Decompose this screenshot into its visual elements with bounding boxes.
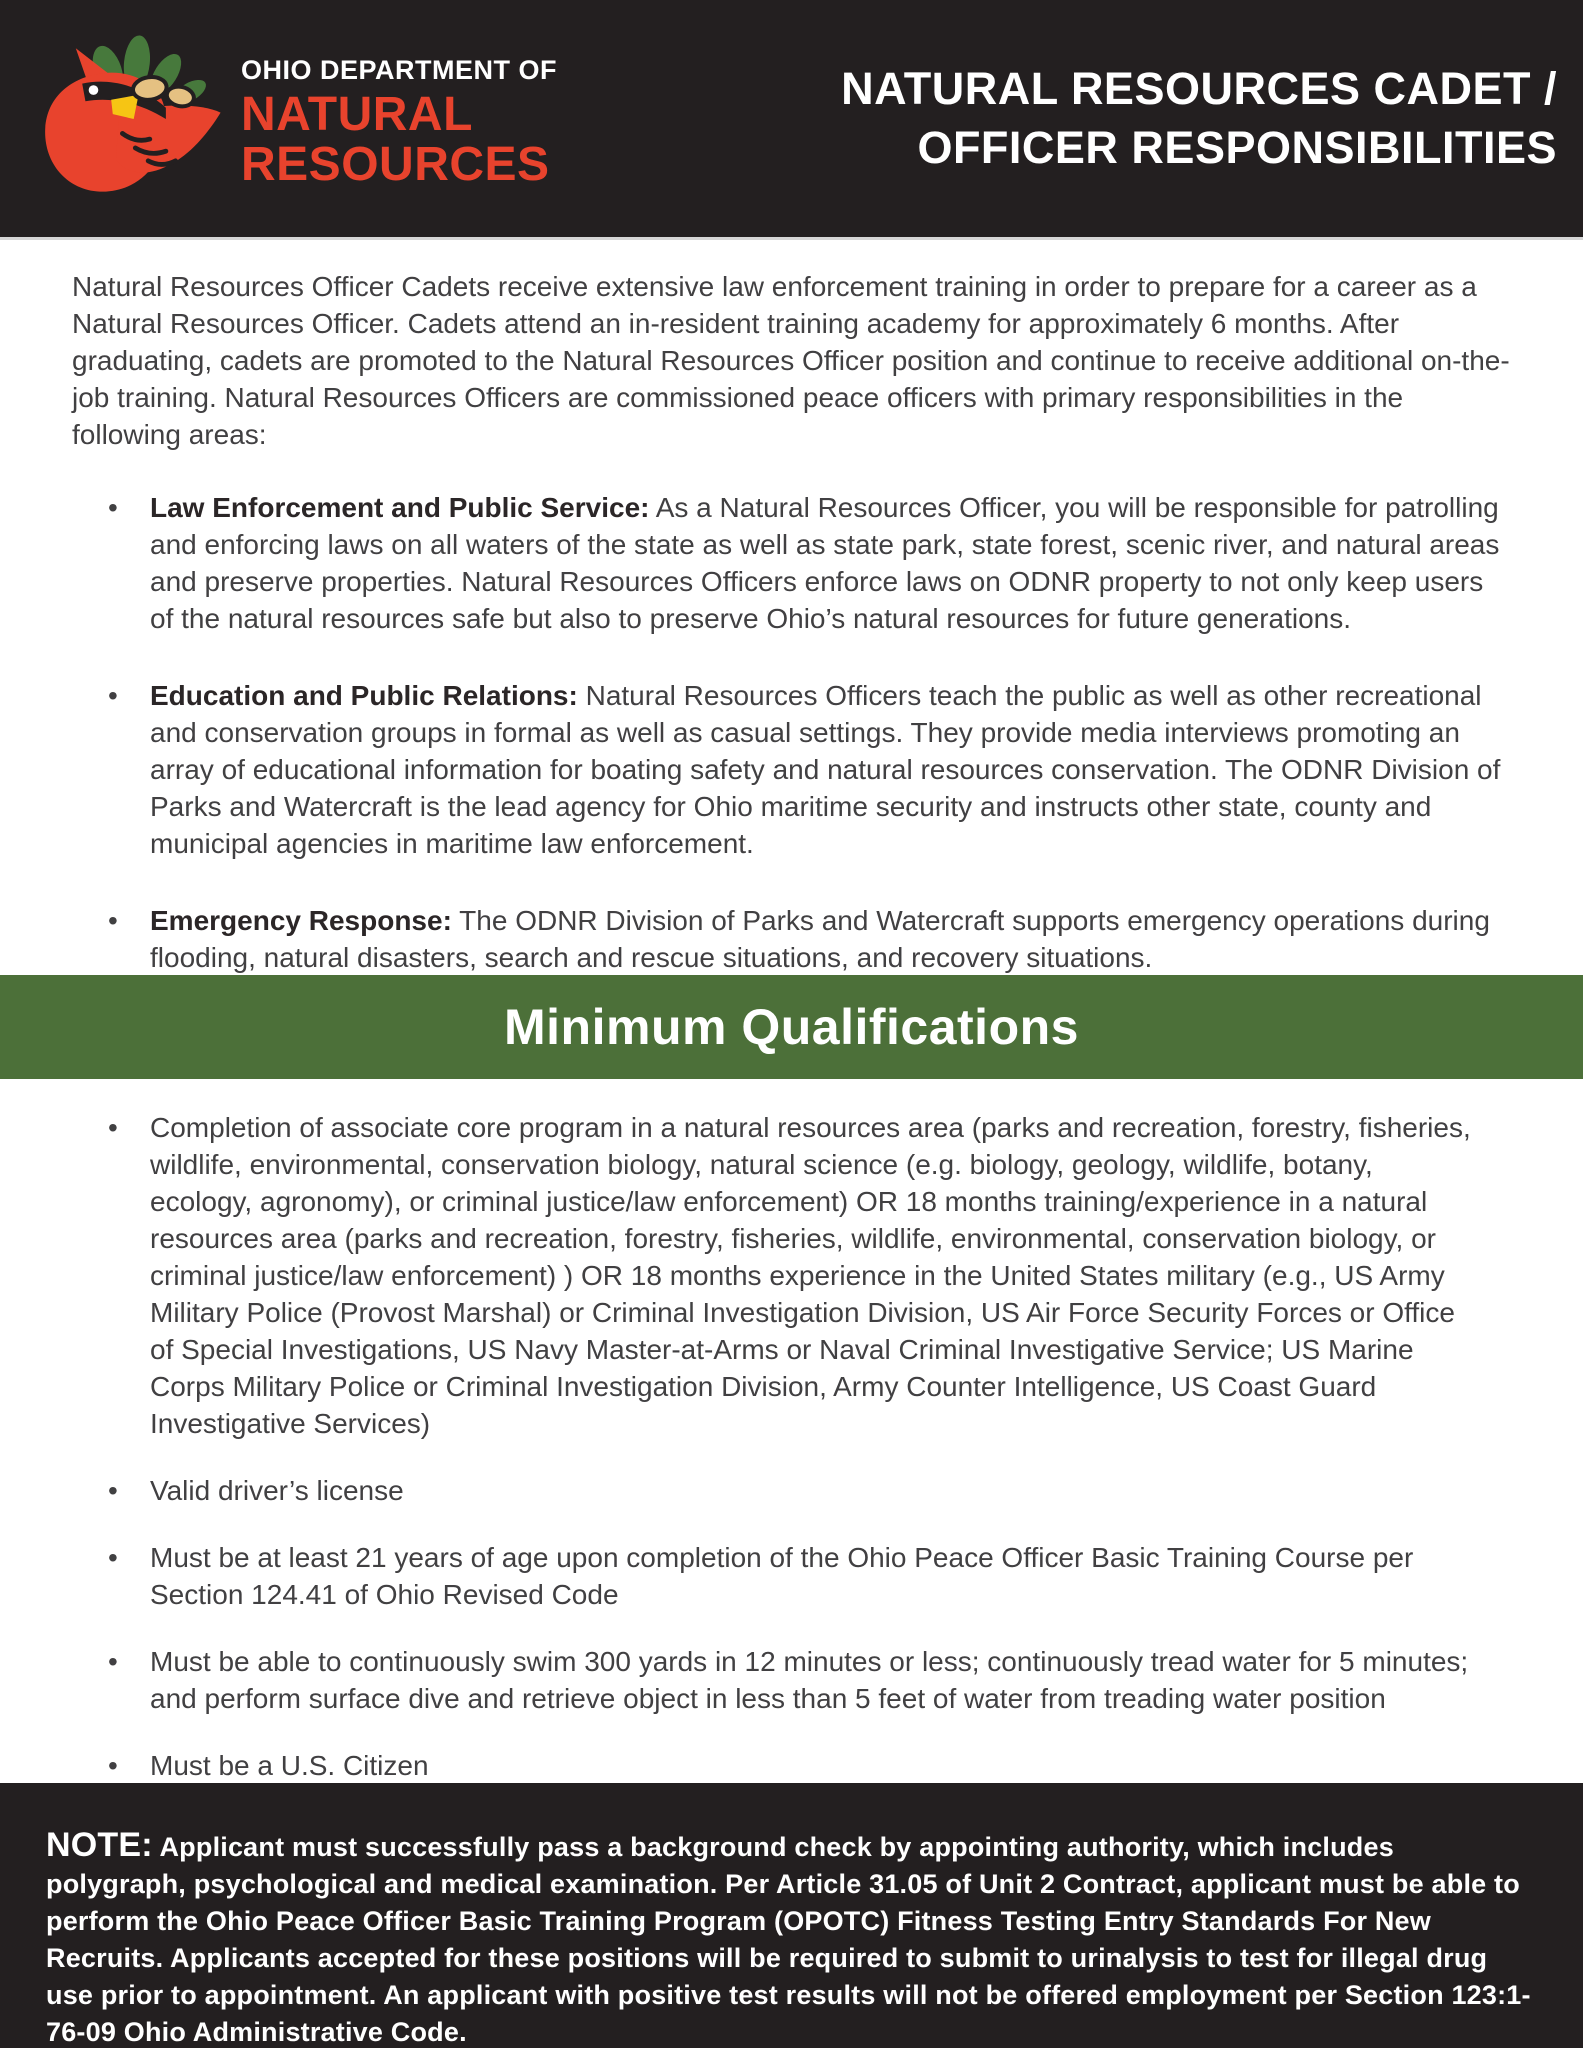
qualifications-list xyxy=(72,1109,1513,1783)
page-title xyxy=(841,60,1557,177)
item-lead-label: Emergency Response: xyxy=(150,905,452,936)
minimum-qualifications-banner xyxy=(0,975,1583,1079)
item-lead-label: Education and Public Relations: xyxy=(150,680,578,711)
logo-text xyxy=(241,55,557,190)
item-lead-label: Law Enforcement and Public Service: xyxy=(150,492,650,523)
list-item: • Must be a U.S. Citizen xyxy=(72,1747,1482,1783)
responsibilities-list xyxy=(72,489,1513,975)
note-label: NOTE: xyxy=(46,1826,153,1864)
header xyxy=(0,0,1583,240)
intro-paragraph: Natural Resources Officer Cadets receive extensive law enforcement training in order to prepare for a career as a Natural Resources Officer. Cadets attend an in-resident training academy for approximately 6 months. After graduating, cadets are promoted to the Natural Resources Officer position and continue to receive additional on-the-job training. Natural Resources Officers are commissioned peace officers with primary responsibilities in the following areas: xyxy=(72,271,1510,450)
odnr-logo xyxy=(42,34,557,204)
note-footer xyxy=(0,1783,1583,2048)
list-item: • Must be at least 21 years of age upon completion of the Ohio Peace Officer Basic Training Course per Section 124.41 of Ohio Revised Code xyxy=(72,1539,1482,1613)
list-item: • Valid driver’s license xyxy=(72,1472,1482,1509)
item-text: Natural Resources Officers teach the public as well as other recreational and conservation groups in formal as well as casual settings. They provide media interviews promoting an array of educational information for boating safety and natural resources conservation. The ODNR Division of Parks and Watercraft is the lead agency for Ohio maritime security and instructs other state, county and municipal agencies in maritime law enforcement. xyxy=(150,680,1501,859)
logo-name-line-2: RESOURCES xyxy=(241,138,550,191)
page-title-line-2: OFFICER RESPONSIBILITIES xyxy=(917,121,1557,173)
logo-name-line-1: NATURAL xyxy=(241,88,473,142)
list-item: • Must be able to continuously swim 300 yards in 12 minutes or less; continuously tread water for 5 minutes; and perform surface dive and retrieve object in less than 5 feet of water from treading water position xyxy=(72,1643,1482,1717)
note-text: Applicant must successfully pass a background check by appointing authority, which includes polygraph, psychological and medical examination. Per Article 31.05 of Unit 2 Contract, applicant must be able to perform the Ohio Peace Officer Basic Training Program (OPOTC) Fitness Testing Entry Standards For New Recruits. Applicants accepted for these positions will be required to submit to urinalysis to test for illegal drug use prior to appointment. An applicant with positive test results will not be offered employment per Section 123:1-76-09 Ohio Administrative Code. xyxy=(46,1832,1531,2047)
item-text: As a Natural Resources Officer, you will be responsible for patrolling and enforcing laws on all waters of the state as well as state park, state forest, scenic river, and natural areas and preserve properties. Natural Resources Officers enforce laws on ODNR property to not only keep users of the natural resources safe but also to preserve Ohio’s natural resources for future generations. xyxy=(150,492,1500,634)
list-item xyxy=(72,489,1513,637)
item-text: The ODNR Division of Parks and Watercraft supports emergency operations during flooding, natural disasters, search and rescue situations, and recovery situations. xyxy=(150,905,1490,973)
cardinal-logo-icon xyxy=(42,34,227,204)
logo-department-line: OHIO DEPARTMENT OF xyxy=(241,55,557,86)
list-item xyxy=(72,902,1513,975)
note-paragraph xyxy=(46,1827,1541,2048)
qualifications-section xyxy=(0,1079,1583,1783)
list-item xyxy=(72,677,1513,862)
list-item: • Completion of associate core program in a natural resources area (parks and recreation, forestry, fisheries, wildlife, environmental, conservation biology, natural science (e.g. biology, geology, wildlife, botany, ecology, agronomy), or criminal justice/law enforcement) OR 18 months training/experience in a natural resources area (parks and recreation, forestry, fisheries, wildlife, environmental, conservation biology, or criminal justice/law enforcement) ) OR 18 months experience in the United States military (e.g., US Army Military Police (Provost Marshal) or Criminal Investigation Division, US Air Force Security Forces or Office of Special Investigations, US Navy Master-at-Arms or Naval Criminal Investigative Service; US Marine Corps Military Police or Criminal Investigation Division, Army Counter Intelligence, US Coast Guard Investigative Services) xyxy=(72,1109,1482,1442)
responsibilities-section xyxy=(0,240,1583,975)
banner-heading: Minimum Qualifications xyxy=(504,999,1079,1055)
page-title-line-1: NATURAL RESOURCES CADET / xyxy=(841,63,1557,114)
